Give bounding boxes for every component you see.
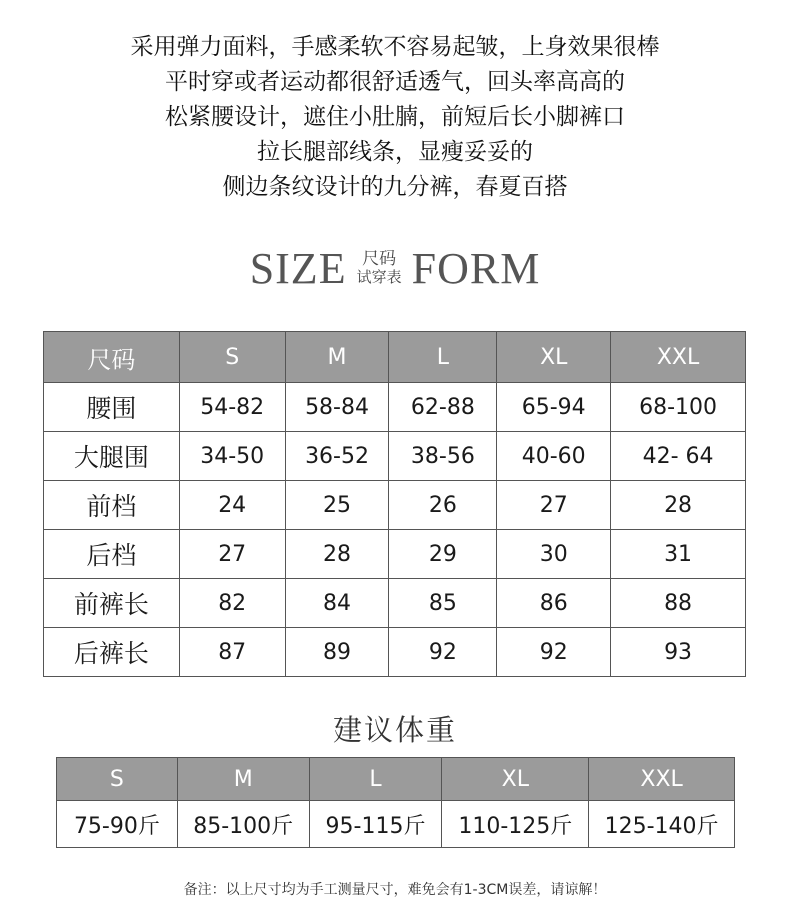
table-cell: 62-88 [389, 383, 497, 432]
table-cell: 54-82 [179, 383, 285, 432]
description-line: 拉长腿部线条，显瘦妥妥的 [257, 139, 533, 165]
size-title-bottom: 试穿表 [356, 268, 402, 286]
table-cell: 27 [179, 530, 285, 579]
table-cell: 42- 64 [611, 432, 746, 481]
weight-cell: 125-140斤 [589, 801, 735, 848]
size-title-subtitle [357, 250, 402, 286]
table-row [57, 801, 735, 848]
table-cell: 65-94 [497, 383, 611, 432]
weight-cell: 75-90斤 [57, 801, 178, 848]
size-title-top: 尺码 [362, 249, 397, 269]
size-header-row [44, 332, 746, 383]
table-cell: 36-52 [285, 432, 389, 481]
table-cell: 24 [179, 481, 285, 530]
table-cell: 89 [285, 628, 389, 677]
description-line: 侧边条纹设计的九分裤，春夏百搭 [222, 174, 568, 200]
table-cell: 88 [611, 579, 746, 628]
table-cell: 86 [497, 579, 611, 628]
table-cell: 26 [389, 481, 497, 530]
weight-cell: 95-115斤 [309, 801, 442, 848]
weight-header-cell: XL [442, 758, 589, 801]
size-header-cell: XXL [611, 332, 746, 383]
size-form-title [0, 240, 790, 296]
weight-header-cell: M [177, 758, 309, 801]
row-label: 腰围 [44, 383, 180, 432]
weight-header-cell: S [57, 758, 178, 801]
measurement-note: 备注：以上尺寸均为手工测量尺寸，难免会有1-3CM误差，请谅解！ [183, 882, 607, 898]
table-row [44, 579, 746, 628]
table-cell: 85 [389, 579, 497, 628]
table-cell: 28 [611, 481, 746, 530]
table-cell: 28 [285, 530, 389, 579]
weight-header-cell: L [309, 758, 442, 801]
row-label: 前裤长 [44, 579, 180, 628]
table-cell: 25 [285, 481, 389, 530]
weight-header-row [57, 758, 735, 801]
table-row [44, 383, 746, 432]
weight-title: 建议体重 [332, 713, 457, 747]
size-header-label: 尺码 [44, 332, 180, 383]
description-line: 采用弹力面料，手感柔软不容易起皱，上身效果很棒 [130, 34, 660, 60]
table-row [44, 628, 746, 677]
table-cell: 84 [285, 579, 389, 628]
description-line: 松紧腰设计，遮住小肚腩，前短后长小脚裤口 [165, 104, 625, 130]
table-cell: 31 [611, 530, 746, 579]
table-cell: 93 [611, 628, 746, 677]
row-label: 大腿围 [44, 432, 180, 481]
table-cell: 30 [497, 530, 611, 579]
form-word: FORM [411, 243, 541, 293]
table-cell: 92 [497, 628, 611, 677]
size-header-cell: S [179, 332, 285, 383]
weight-header-cell: XXL [589, 758, 735, 801]
size-chart-table [43, 331, 746, 677]
size-header-cell: XL [497, 332, 611, 383]
size-word: SIZE [249, 243, 347, 293]
weight-chart-table [56, 757, 735, 848]
table-cell: 40-60 [497, 432, 611, 481]
table-row [44, 530, 746, 579]
size-header-cell: L [389, 332, 497, 383]
size-header-cell: M [285, 332, 389, 383]
table-cell: 58-84 [285, 383, 389, 432]
weight-cell: 85-100斤 [177, 801, 309, 848]
description-line: 平时穿或者运动都很舒适透气，回头率高高的 [165, 69, 625, 95]
product-description [0, 30, 790, 205]
table-cell: 38-56 [389, 432, 497, 481]
table-row [44, 481, 746, 530]
table-cell: 68-100 [611, 383, 746, 432]
table-row [44, 432, 746, 481]
row-label: 后档 [44, 530, 180, 579]
table-cell: 34-50 [179, 432, 285, 481]
table-cell: 87 [179, 628, 285, 677]
table-cell: 92 [389, 628, 497, 677]
table-cell: 29 [389, 530, 497, 579]
row-label: 前档 [44, 481, 180, 530]
table-cell: 82 [179, 579, 285, 628]
row-label: 后裤长 [44, 628, 180, 677]
table-cell: 27 [497, 481, 611, 530]
weight-cell: 110-125斤 [442, 801, 589, 848]
